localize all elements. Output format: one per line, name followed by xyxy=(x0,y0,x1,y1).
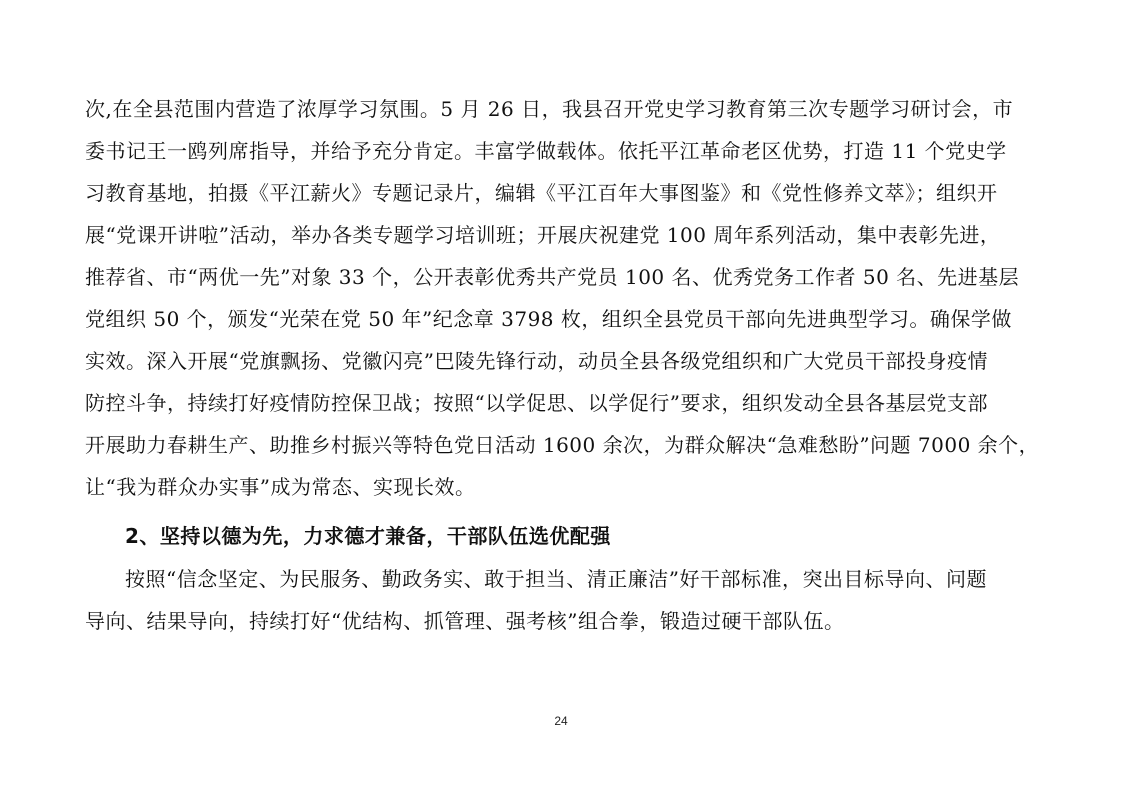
paragraph-line: 党组织 50 个，颁发“光荣在党 50 年”纪念章 3798 枚，组织全县党员干部向先进典型学习。确保学做 xyxy=(85,307,1012,331)
paragraph-line: 习教育基地，拍摄《平江薪火》专题记录片，编辑《平江百年大事图鉴》和《党性修养文萃》；组织开 xyxy=(85,181,998,205)
section-heading: 2、坚持以德为先，力求德才兼备，干部队伍选优配强 xyxy=(125,524,611,548)
paragraph-line: 开展助力春耕生产、助推乡村振兴等特色党日活动 1600 余次，为群众解决“急难愁盼”问题 7000 余个， xyxy=(85,433,1040,457)
paragraph-line: 推荐省、市“两优一先”对象 33 个，公开表彰优秀共产党员 100 名、优秀党务工作者 50 名、先进基层 xyxy=(85,265,1020,289)
paragraph-line: 展“党课开讲啦”活动，举办各类专题学习培训班；开展庆祝建党 100 周年系列活动，集中表彰先进， xyxy=(85,223,1001,247)
paragraph-line: 委书记王一鸥列席指导，并给予充分肯定。丰富学做载体。依托平江革命老区优势，打造 11 个党史学 xyxy=(85,139,1007,163)
paragraph-line: 防控斗争，持续打好疫情防控保卫战；按照“以学促思、以学促行”要求，组织发动全县各基层党支部 xyxy=(85,391,988,415)
paragraph-line: 让“我为群众办实事”成为常态、实现长效。 xyxy=(85,475,476,499)
paragraph-line: 按照“信念坚定、为民服务、勤政务实、敢于担当、清正廉洁”好干部标准，突出目标导向、问题 xyxy=(125,567,987,591)
paragraph-line: 导向、结果导向，持续打好“优结构、抓管理、强考核”组合拳，锻造过硬干部队伍。 xyxy=(85,609,845,633)
paragraph-line: 次,在全县范围内营造了浓厚学习氛围。5 月 26 日，我县召开党史学习教育第三次专题学习研讨会，市 xyxy=(85,97,1014,121)
page-number: 24 xyxy=(554,714,568,728)
paragraph-line: 实效。深入开展“党旗飘扬、党徽闪亮”巴陵先锋行动，动员全县各级党组织和广大党员干部投身疫情 xyxy=(85,349,988,373)
